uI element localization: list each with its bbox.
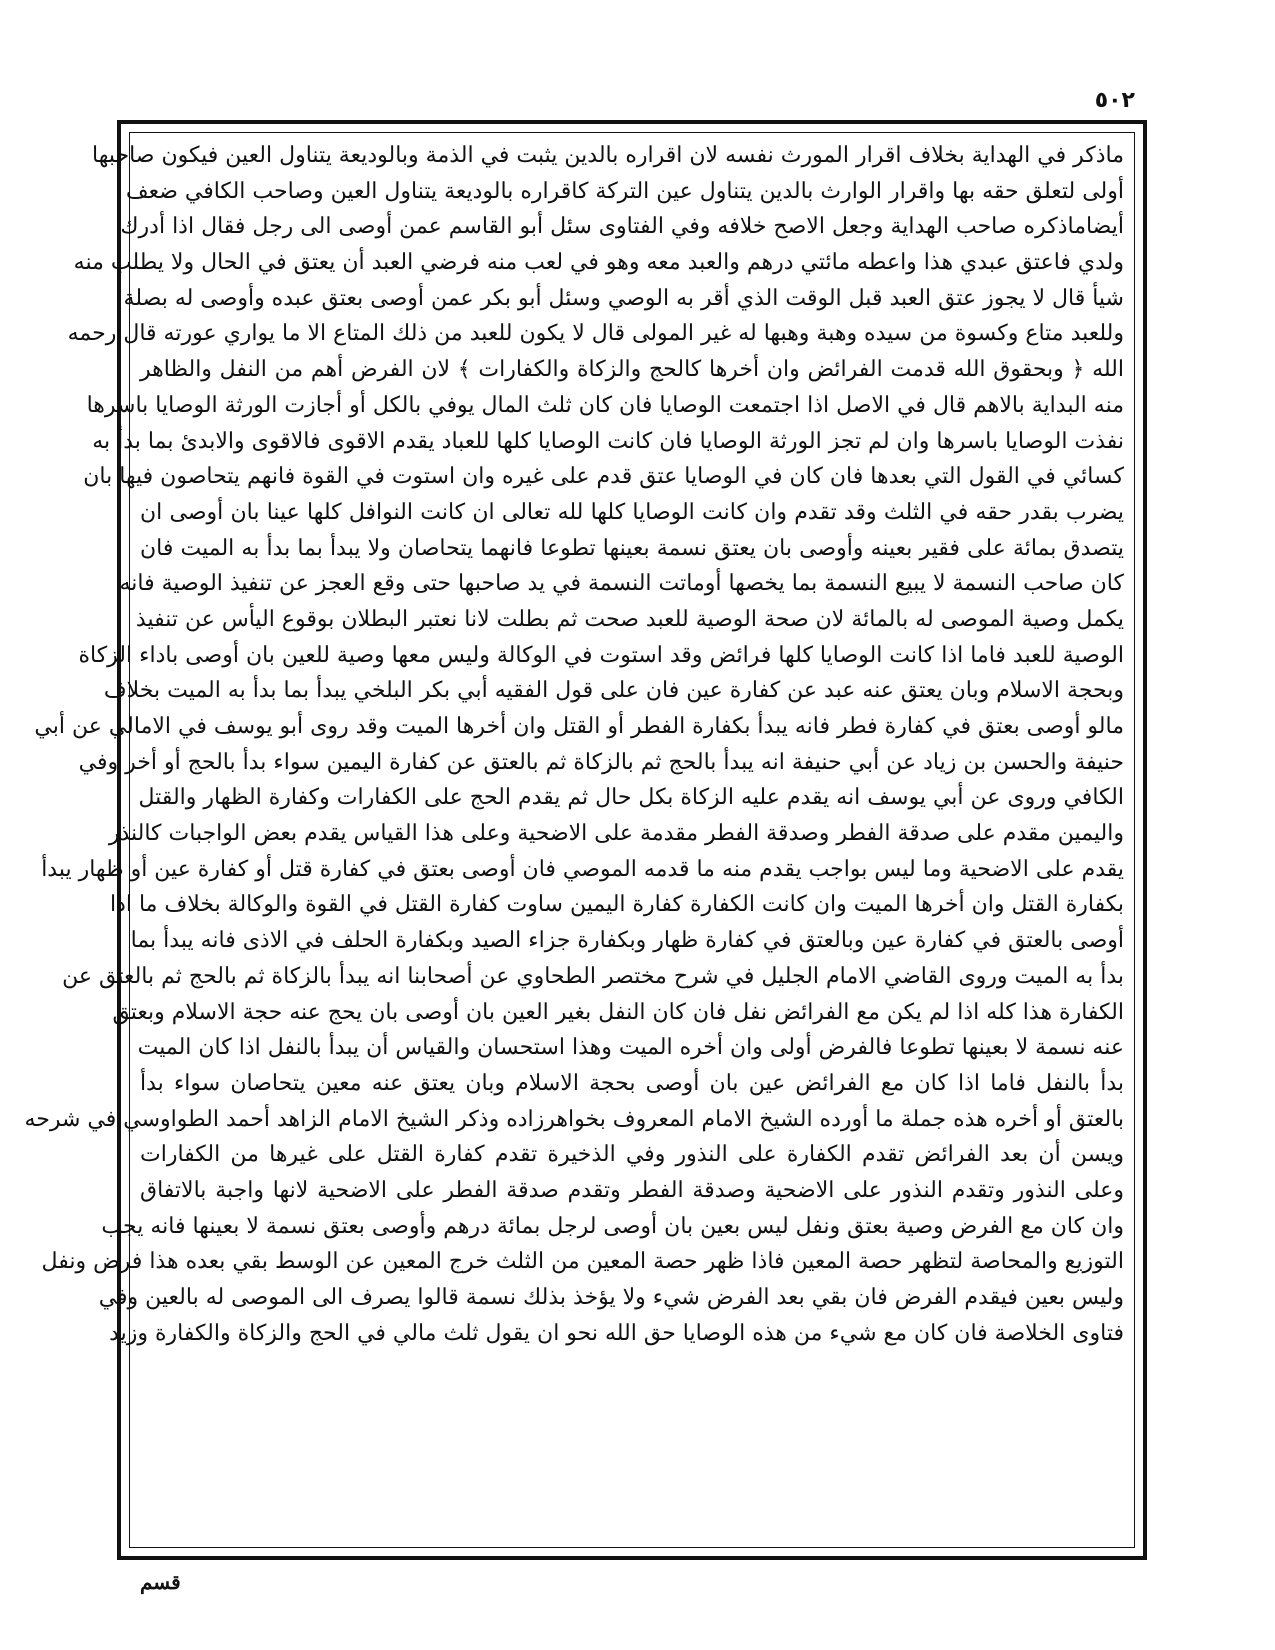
- catchword: قسم: [140, 1570, 181, 1594]
- text-line: وعلى النذور وتقدم النذور على الاضحية وصدقة الفطر وتقدم صدقة الفطر على الاضحية لانها واجبة بالاتفاق: [140, 1177, 1124, 1203]
- page-border: [24, 120, 1147, 1560]
- text-line: ولدي فاعتق عبدي هذا واعطه مائتي درهم والعبد معه وهو في لعب منه فرضي العبد أن يعتق في الحال ولا يطلب منه: [73, 250, 1124, 276]
- page-number: ٥٠٢: [1094, 88, 1135, 113]
- text-line: يضرب بقدر حقه في الثلث وقد تقدم وان كانت الوصايا كلها لله تعالى ان كانت النوافل كلها عينا بان أوصى ان: [140, 499, 1124, 525]
- text-line: وان كان مع الفرض وصية بعتق ونفل ليس بعين بان أوصى لرجل بمائة درهم وأوصى بعتق نسمة لا بعينها فانه يجب: [101, 1213, 1124, 1239]
- text-line: وللعبد متاع وكسوة من سيده وهبة وهبها له غير المولى قال لا يكون للعبد من ذلك المتاع الا ما يواري عورته قال رحمه: [67, 321, 1124, 347]
- text-line: أولى لتعلق حقه بها واقرار الوارث بالدين يتناول عين التركة كاقراره بالوديعة يتناول العين وصاحب الكافي ضعف: [125, 178, 1124, 204]
- text-line: الكافي وروى عن أبي يوسف انه يقدم عليه الزكاة بكل حال ثم يقدم الحج على الكفارات وكفارة الظهار والقتل: [138, 785, 1124, 811]
- text-line: بدأ بالنفل فاما اذا كان مع الفرائض عين بان أوصى بحجة الاسلام وبان يعتق عنه معين يتحاصان سواء بدأ: [140, 1070, 1124, 1096]
- text-line: يتصدق بمائة على فقير بعينه وأوصى بان يعتق نسمة بعينها تطوعا فانهما يتحاصان ولا يبدأ بما بدأ به الميت فان: [140, 535, 1124, 561]
- text-line: بالعتق أو أخره هذه جملة ما أورده الشيخ الامام المعروف بخواهرزاده وذكر الشيخ الامام الزاهد أحمد الطواوسي في شرحه: [24, 1106, 1124, 1132]
- text-line: أوصى بالعتق في كفارة عين وبالعتق في كفارة ظهار وبكفارة جزاء الصيد وبكفارة الحلف في الاذى فانه يبدأ بما: [130, 928, 1124, 954]
- text-line: مالو أوصى بعتق في كفارة فطر فانه يبدأ بكفارة الفطر أو القتل وان أخرها الميت وقد روى أبو يوسف في الامالي عن أبي: [34, 714, 1124, 739]
- text-frame: [24, 132, 1135, 1548]
- text-line: ويسن أن بعد الفرائض تقدم الكفارة على النذور وفي الذخيرة تقدم كفارة القتل على غيرها من الكفارات: [140, 1142, 1124, 1168]
- text-line: حنيفة والحسن بن زياد عن أبي حنيفة انه يبدأ بالحج ثم بالزكاة ثم بالعتق عن كفارة اليمين سواء بدأ بالحج أو أخر وفي: [78, 749, 1124, 775]
- text-line: نفذت الوصايا باسرها وان لم تجز الورثة الوصايا فان كانت الوصايا كلها للعباد يقدم الاقوى فالاقوى والابدئ بما بدأ به: [92, 428, 1124, 454]
- text-line: التوزيع والمحاصة لتظهر حصة المعين فاذا ظهر حصة المعين من الثلث خرج المعين عن الوسط بقي بعده هذا فرض ونفل: [41, 1249, 1124, 1275]
- text-line: وبحجة الاسلام وبان يعتق عنه عبد عن كفارة عين فان على قول الفقيه أبي بكر البلخي يبدأ بما بدأ به الميت بخلاف: [103, 678, 1124, 704]
- text-line: عنه نسمة لا بعينها تطوعا فالفرض أولى وان أخره الميت وهذا استحسان والقياس أن يبدأ بالنفل اذا كان الميت: [137, 1035, 1124, 1061]
- text-line: بدأ به الميت وروى القاضي الامام الجليل في شرح مختصر الطحاوي عن أصحابنا انه يبدأ بالزكاة ثم بالحج ثم بالعتق عن: [62, 963, 1124, 989]
- text-line: الوصية للعبد فاما اذا كانت الوصايا كلها فرائض وقد استوت في الوكالة وليس معها وصية للعين بان أوصى باداء الزكاة: [78, 642, 1124, 668]
- text-line: فتاوى الخلاصة فان كان مع شيء من هذه الوصايا حق الله نحو ان يقول ثلث مالي في الحج والزكاة والكفارة وزيد: [109, 1320, 1124, 1346]
- text-line: كان صاحب النسمة لا يبيع النسمة بما يخصها أوماتت النسمة في يد صاحبها حتى وقع العجز عن تنفيذ الوصية فانه: [119, 571, 1124, 597]
- text-line: يقدم على الاضحية وما ليس بواجب يقدم منه ما قدمه الموصي فان أوصى بعتق في كفارة قتل أو كفارة عين أو ظهار يبدأ: [41, 856, 1124, 882]
- text-line: شيأ قال لا يجوز عتق العبد قبل الوقت الذي أقر به الوصي وسئل أبو بكر عمن أوصى بعتق عبده وأوصى له بصلة: [123, 285, 1124, 311]
- main-text: [24, 138, 1125, 1351]
- text-line: كسائي في القول التي بعدها فان كان في الوصايا عتق قدم على غيره وان استوت في القوة فانهم يتحاصون فيها بان: [83, 464, 1124, 490]
- text-line: بكفارة القتل وان أخرها الميت وان كانت الكفارة كفارة اليمين ساوت كفارة القتل في القوة والوكالة بخلاف ما اذا: [109, 892, 1124, 918]
- text-line: الله ﴿ وبحقوق الله قدمت الفرائض وان أخرها كالحج والزكاة والكفارات ﴾ لان الفرض أهم من النفل والظاهر: [140, 357, 1125, 383]
- text-line: الكفارة هذا كله اذا لم يكن مع الفرائض نفل فان كان النفل بغير العين بان أوصى بان يحج عنه حجة الاسلام وبعتق: [112, 999, 1124, 1025]
- text-line: واليمين مقدم على صدقة الفطر وصدقة الفطر مقدمة على الاضحية وعلى هذا القياس يقدم بعض الواجبات كالنذر: [108, 821, 1124, 847]
- text-line: ماذكر في الهداية بخلاف اقرار المورث نفسه لان اقراره بالدين يثبت في الذمة وبالوديعة يتناول العين فيكون صاحبها: [92, 143, 1124, 168]
- text-line: وليس بعين فيقدم الفرض فان بقي بعد الفرض شيء ولا يؤخذ بذلك نسمة قالوا يصرف الى الموصى له بالعين وفي: [98, 1285, 1124, 1310]
- text-line: أيضاماذكره صاحب الهداية وجعل الاصح خلافه وفي الفتاوى سئل أبو القاسم عمن أوصى الى رجل فقال اذا أدرك: [120, 214, 1124, 240]
- text-line: يكمل وصية الموصى له بالمائة لان صحة الوصية للعبد صحت ثم بطلت لانا نعتبر البطلان بوقوع اليأس عن تنفيذ: [135, 606, 1124, 632]
- text-line: منه البداية بالاهم قال في الاصل اذا اجتمعت الوصايا فان كان ثلث المال يوفي بالكل أو أجازت الورثة الوصايا باسرها: [86, 392, 1124, 418]
